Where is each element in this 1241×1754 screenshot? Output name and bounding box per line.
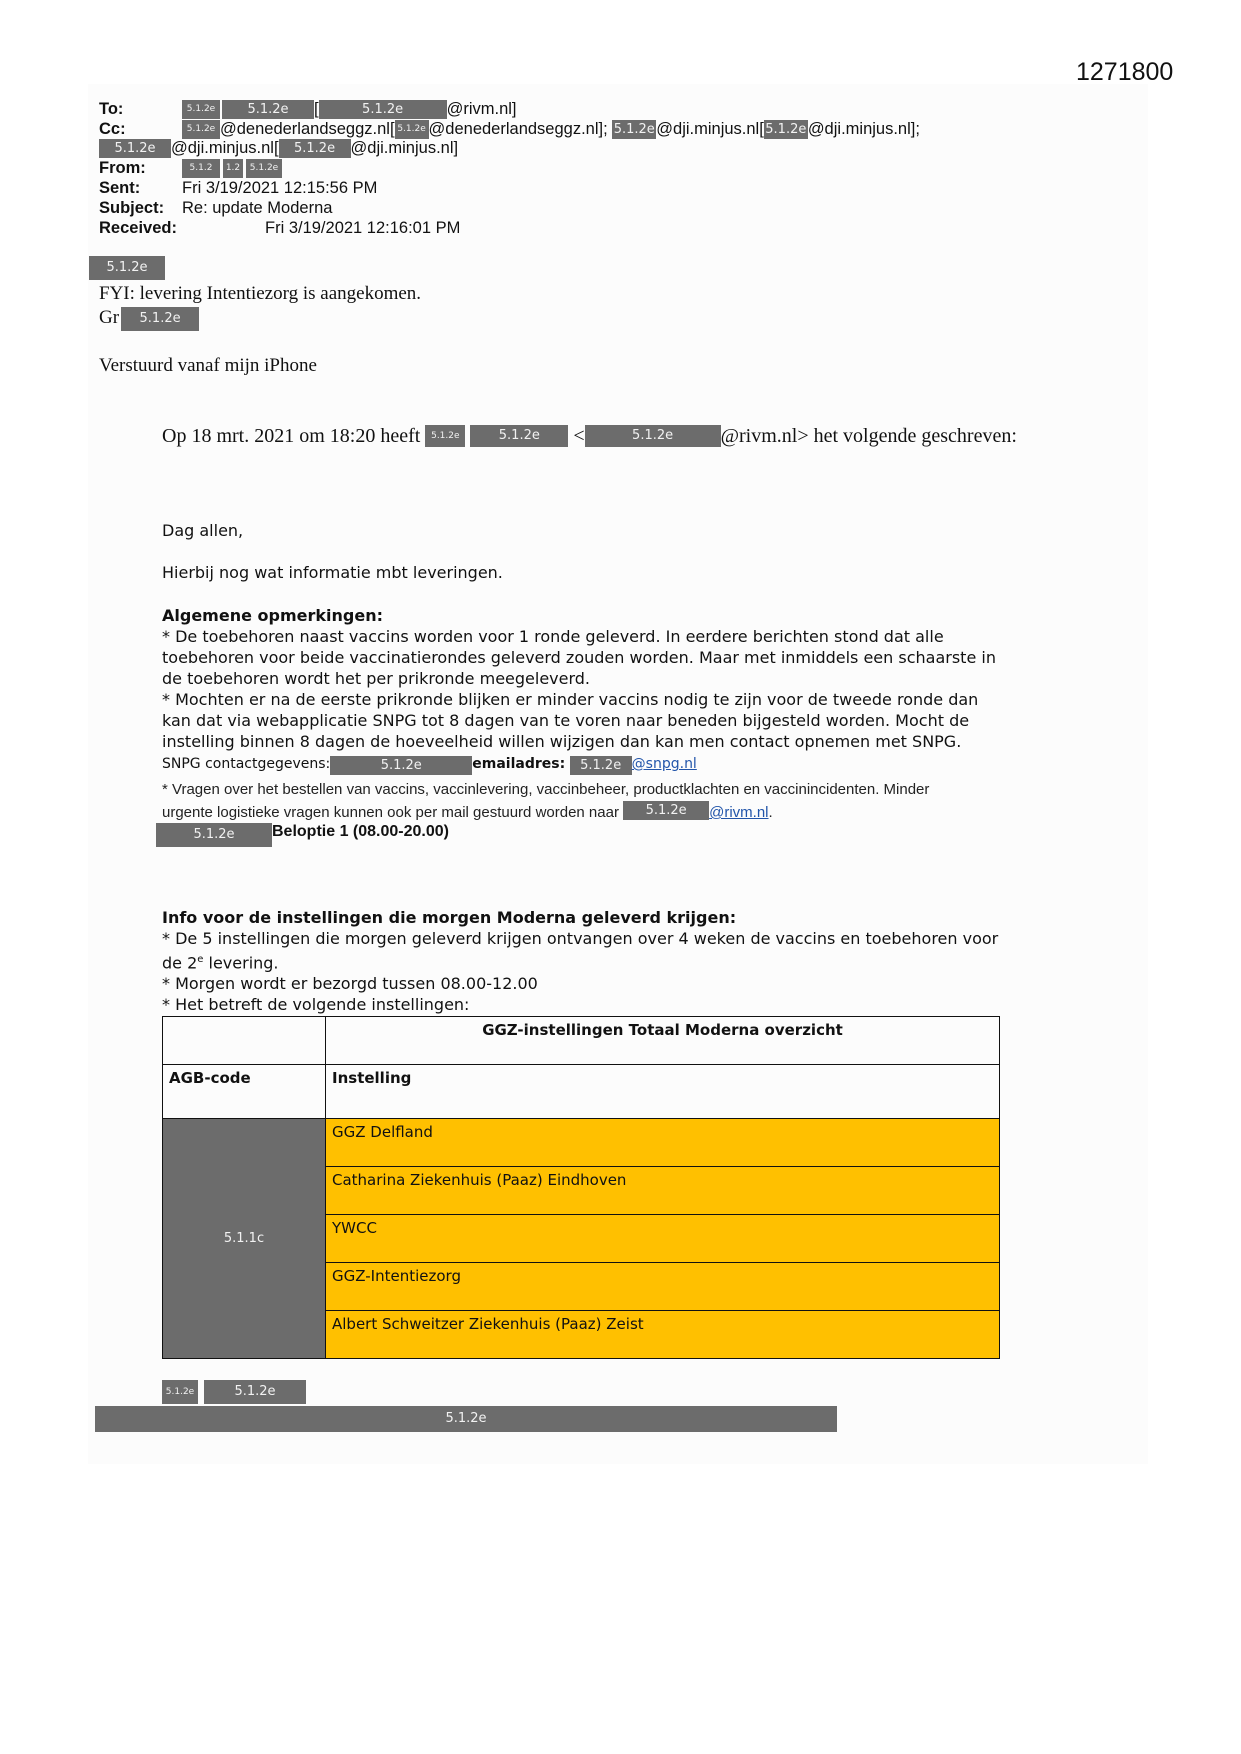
general-paragraph-3 [162,778,929,824]
table-row [163,1119,1000,1167]
institution-cell: GGZ Delfland [326,1119,1000,1167]
institution-cell: GGZ-Intentiezorg [326,1263,1000,1311]
intro-text: Hierbij nog wat informatie mbt leveringen. [162,563,503,582]
received-value: Fri 3/19/2021 12:16:01 PM [265,219,461,237]
redaction: 5.1.2e [470,425,568,447]
info-text: de 2 [162,953,198,973]
info-text: levering. [203,953,279,973]
redaction: 1.2 [223,159,243,178]
table-title-row [163,1017,1000,1065]
redaction: 5.1.2e [182,120,220,139]
cc-email-6: @dji.minjus.nl] [350,139,459,157]
p1-line: toebehoren voor beide vaccinatierondes geleverd zouden worden. Maar met inmiddels een schaarste in [162,648,996,667]
institution-cell: Catharina Ziekenhuis (Paaz) Eindhoven [326,1167,1000,1215]
redaction: 5.1.2 [182,159,220,178]
to-line [99,100,517,119]
info-line: * Het betreft de volgende instellingen: [162,995,470,1015]
cc-label: Cc: [99,120,126,138]
institutions-table [162,1016,1000,1359]
cc-email-2: @denederlandseggz.nl]; [428,120,608,138]
snpg-email-link[interactable]: @snpg.nl [631,756,697,772]
table-title: GGZ-instellingen Totaal Moderna overzicht [326,1017,1000,1065]
table-cell-empty [163,1017,326,1065]
redaction: 5.1.2e [279,139,351,158]
institution-cell: Albert Schweitzer Ziekenhuis (Paaz) Zeist [326,1311,1000,1359]
redaction: 5.1.2e [99,139,171,158]
to-email-domain: @rivm.nl] [446,100,517,118]
p2-line: kan dat via webapplicatie SNPG tot 8 dagen van te voren naar beneden bijgesteld worden. Mocht de [162,711,970,730]
sent-label: Sent: [99,179,141,197]
info-list [162,928,998,1015]
redaction: 5.1.2e [121,307,199,331]
redaction: 5.1.2e [425,425,465,447]
signoff-text: Gr [99,307,120,328]
redaction: 5.1.2e [765,122,807,137]
reply-signoff [99,307,199,331]
cc-email-3: @dji.minjus.nl[ [656,120,764,138]
col-header-instelling: Instelling [326,1065,1000,1119]
general-heading: Algemene opmerkingen: [162,606,383,625]
p3-line: * Vragen over het bestellen van vaccins, vaccinlevering, vaccinbeheer, productklachten en vaccinincidenten. Minder [162,781,930,798]
cc-line [99,120,920,139]
snpg-contact-label: SNPG contactgegevens: [162,756,331,772]
redaction: 5.1.2e [570,756,632,775]
from-line [99,159,279,178]
lt-symbol: < [573,425,585,447]
info-line: * Morgen wordt er bezorgd tussen 08.00-12.00 [162,974,538,994]
institution-cell: YWCC [326,1215,1000,1263]
greeting: Dag allen, [162,521,244,540]
cc-line-2 [99,139,458,158]
redaction: 5.1.2e [156,823,272,847]
cc-email-5: @dji.minjus.nl[ [171,139,279,157]
beloptie-text: Beloptie 1 (08.00-20.00) [272,823,449,840]
sent-from-iphone: Verstuurd vanaf mijn iPhone [99,355,317,376]
subject-line [99,199,333,218]
document-number: 1271800 [1076,58,1174,86]
redaction: 5.1.2e [330,756,472,775]
reply-text: FYI: levering Intentiezorg is aangekomen. [99,283,422,304]
quote-intro-email: @rivm.nl> het volgende geschreven: [720,425,1017,447]
p3-line: urgente logistieke vragen kunnen ook per mail gestuurd worden naar [162,804,619,821]
period: . [768,804,773,821]
info-line [162,949,998,973]
agb-code-redacted: 5.1.1c [163,1119,326,1359]
p1-line: * De toebehoren naast vaccins worden voor 1 ronde geleverd. In eerdere berichten stond dat alle [162,627,944,646]
general-paragraph-1 [162,626,996,752]
from-label: From: [99,159,146,177]
sent-line [99,179,378,198]
cc-email-4: @dji.minjus.nl]; [807,120,920,138]
p2-line: * Mochten er na de eerste prikronde blijken er minder vaccins nodig te zijn voor de tweede ronde dan [162,690,979,709]
col-header-agb: AGB-code [163,1065,326,1119]
info-line: * De 5 instellingen die morgen geleverd krijgen ontvangen over 4 weken de vaccins en toebehoren voor [162,929,999,948]
redaction: 5.1.2e [246,159,282,178]
table-header-row [163,1065,1000,1119]
redaction: 5.1.2e [319,100,447,119]
p1-line: de toebehoren wordt het per prikronde meegeleverd. [162,669,591,688]
snpg-contact-line [162,756,697,775]
redaction: 5.1.2e [182,100,220,119]
subject-value: Re: update Moderna [182,199,333,217]
info-heading: Info voor de instellingen die morgen Moderna geleverd krijgen: [162,908,737,927]
rivm-email-link[interactable]: @rivm.nl [709,804,769,821]
redaction-bar: 5.1.2e [95,1406,837,1432]
received-label: Received: [99,219,177,237]
sent-value: Fri 3/19/2021 12:15:56 PM [182,179,378,197]
quote-intro-text: Op 18 mrt. 2021 om 18:20 heeft [162,425,421,447]
quote-intro [162,425,1017,448]
redaction: 5.1.2e [395,120,429,139]
superscript: e [197,954,204,965]
redaction: 5.1.2e [89,256,165,280]
subject-label: Subject: [99,199,165,217]
redaction: 5.1.2e [623,801,709,820]
received-line [99,219,461,238]
redaction: 5.1.2e [222,100,314,119]
redaction: 5.1.2e [162,1380,198,1404]
redaction: 5.1.2e [613,122,655,137]
bracket: [ [314,100,319,118]
to-label: To: [99,100,124,118]
redaction: 5.1.2e [204,1380,306,1404]
p2-line: instelling binnen 8 dagen de hoeveelheid willen wijzigen dan kan men contact opnemen met SNPG. [162,732,962,751]
email-label: emailadres: [472,756,566,772]
redaction: 5.1.2e [585,425,721,447]
beloptie-line [156,823,449,847]
cc-email-1: @denederlandseggz.nl[ [220,120,395,138]
